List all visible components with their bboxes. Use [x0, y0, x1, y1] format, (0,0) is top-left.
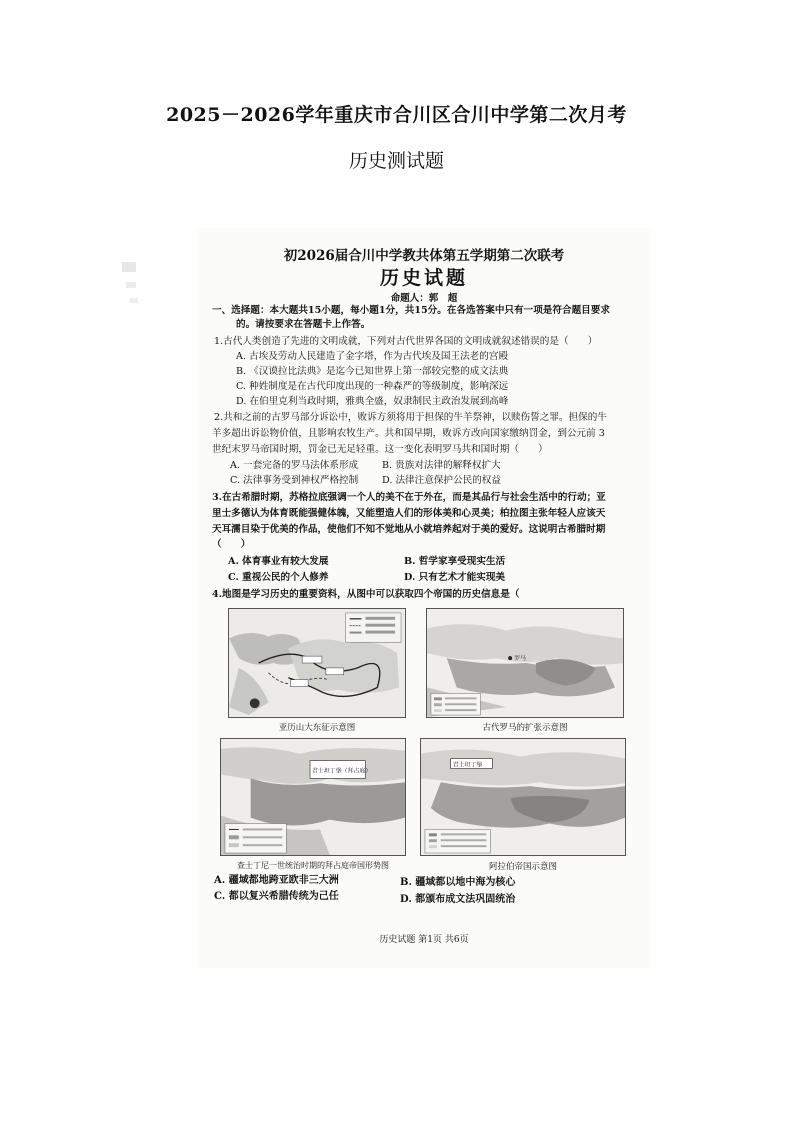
question-2-line-3: 世纪末罗马帝国时期，罚金已无足轻重。这一变化表明罗马共和国时期（ ） [212, 444, 548, 455]
map-arab-graphic [421, 739, 625, 855]
section-instructions: 一、选择题：本大题共15小题，每小题1分，共15分。在各选答案中只有一项是符合题目要求 [212, 305, 610, 316]
map-3-caption: 查士丁尼一世统治时期的拜占庭帝国形势图 [237, 861, 389, 870]
question-1-option-b: B. 《汉谟拉比法典》是迄今已知世界上第一部较完整的成文法典 [236, 366, 509, 377]
exam-heading: 初2026届合川中学教共体第五学期第二次联考 [283, 248, 565, 264]
map-byzantine-empire [220, 738, 406, 856]
question-4-stem: 4.地图是学习历史的重要资料，从图中可以获取四个帝国的历史信息是（ [212, 589, 520, 600]
question-4-option-a: A. 疆域都地跨亚欧非三大洲 [214, 875, 339, 886]
scan-speck [130, 298, 138, 303]
question-3-option-a: A. 体育事业有较大发展 [228, 556, 329, 567]
map-3-label: 君士坦丁堡（拜占庭） [312, 768, 372, 775]
question-4-option-b: B. 疆域都以地中海为核心 [400, 877, 516, 888]
page-title: 2025－2026学年重庆市合川区合川中学第二次月考 [166, 104, 627, 126]
question-3-option-b: B. 哲学家享受现实生活 [404, 556, 506, 567]
map-1-caption: 亚历山大东征示意图 [278, 723, 356, 733]
map-alexander-campaign [228, 608, 406, 718]
question-2-option-b: B. 贵族对法律的解释权扩大 [382, 460, 501, 471]
map-alexander-graphic [229, 609, 405, 717]
map-4-label: 君士坦丁堡 [452, 762, 483, 769]
map-4-caption: 阿拉伯帝国示意图 [488, 862, 557, 872]
question-4-option-c: C. 都以复兴希腊传统为己任 [214, 891, 339, 902]
map-byzantine-graphic [221, 739, 405, 855]
question-3-line-3: 天耳濡目染于优美的作品，使他们不知不觉地从小就培养起对于美的爱好。这说明古希腊时期 [212, 524, 606, 535]
scan-speck [126, 282, 136, 288]
question-1-option-c: C. 种姓制度是在古代印度出现的一种森严的等级制度，影响深远 [236, 381, 509, 392]
question-4-option-d: D. 都颁布成文法巩固统治 [400, 894, 516, 905]
question-3-option-d: D. 只有艺术才能实现美 [404, 572, 506, 583]
exam-title: 历史试题 [379, 267, 468, 289]
scanned-exam-page [198, 228, 650, 968]
map-rome-graphic [427, 609, 623, 717]
exam-author: 命题人：郭 超 [390, 293, 458, 304]
question-3-option-c: C. 重视公民的个人修养 [228, 572, 329, 583]
question-2-option-c: C. 法律事务受到神权严格控制 [230, 475, 359, 486]
question-1-stem: 1.古代人类创造了先进的文明成就，下列对古代世界各国的文明成就叙述错误的是（ ） [214, 336, 598, 347]
question-2-line-1: 2.共和之前的古罗马部分诉讼中，败诉方须将用于担保的牛羊祭神，以赎伤誓之罪。担保的牛 [214, 412, 607, 423]
page-footer: 历史试题 第1页 共6页 [379, 935, 469, 945]
question-3-line-2: 里士多德认为体育既能强健体魄，又能塑造人们的形体美和心灵美；柏拉图主张年轻人应该天 [212, 508, 606, 519]
map-2-caption: 古代罗马的扩张示意图 [482, 723, 568, 733]
question-1-option-a: A. 古埃及劳动人民建造了金字塔，作为古代埃及国王法老的宫殿 [236, 351, 509, 362]
map-roman-expansion [426, 608, 624, 718]
question-2-option-d: D. 法律注意保护公民的权益 [382, 475, 501, 486]
page-subtitle: 历史测试题 [348, 150, 444, 172]
section-instructions-cont: 的。请按要求在答题卡上作答。 [236, 319, 371, 330]
scan-speck [122, 262, 136, 272]
question-2-option-a: A. 一套完备的罗马法体系形成 [230, 460, 359, 471]
map-arab-empire [420, 738, 626, 856]
question-3-line-1: 3.在古希腊时期，苏格拉底强调一个人的美不在于外在，而是其品行与社会生活中的行动；亚 [212, 492, 606, 503]
map-2-label: 罗马 [514, 656, 526, 663]
question-1-option-d: D. 在伯里克利当政时期，雅典全盛，奴隶制民主政治发展到高峰 [236, 396, 509, 407]
question-2-line-2: 羊多超出诉讼物价值，且影响农牧生产。共和国早期，败诉方改向国家缴纳罚金，到公元前 3 [212, 428, 605, 439]
question-3-line-4: （ ） [212, 539, 251, 550]
